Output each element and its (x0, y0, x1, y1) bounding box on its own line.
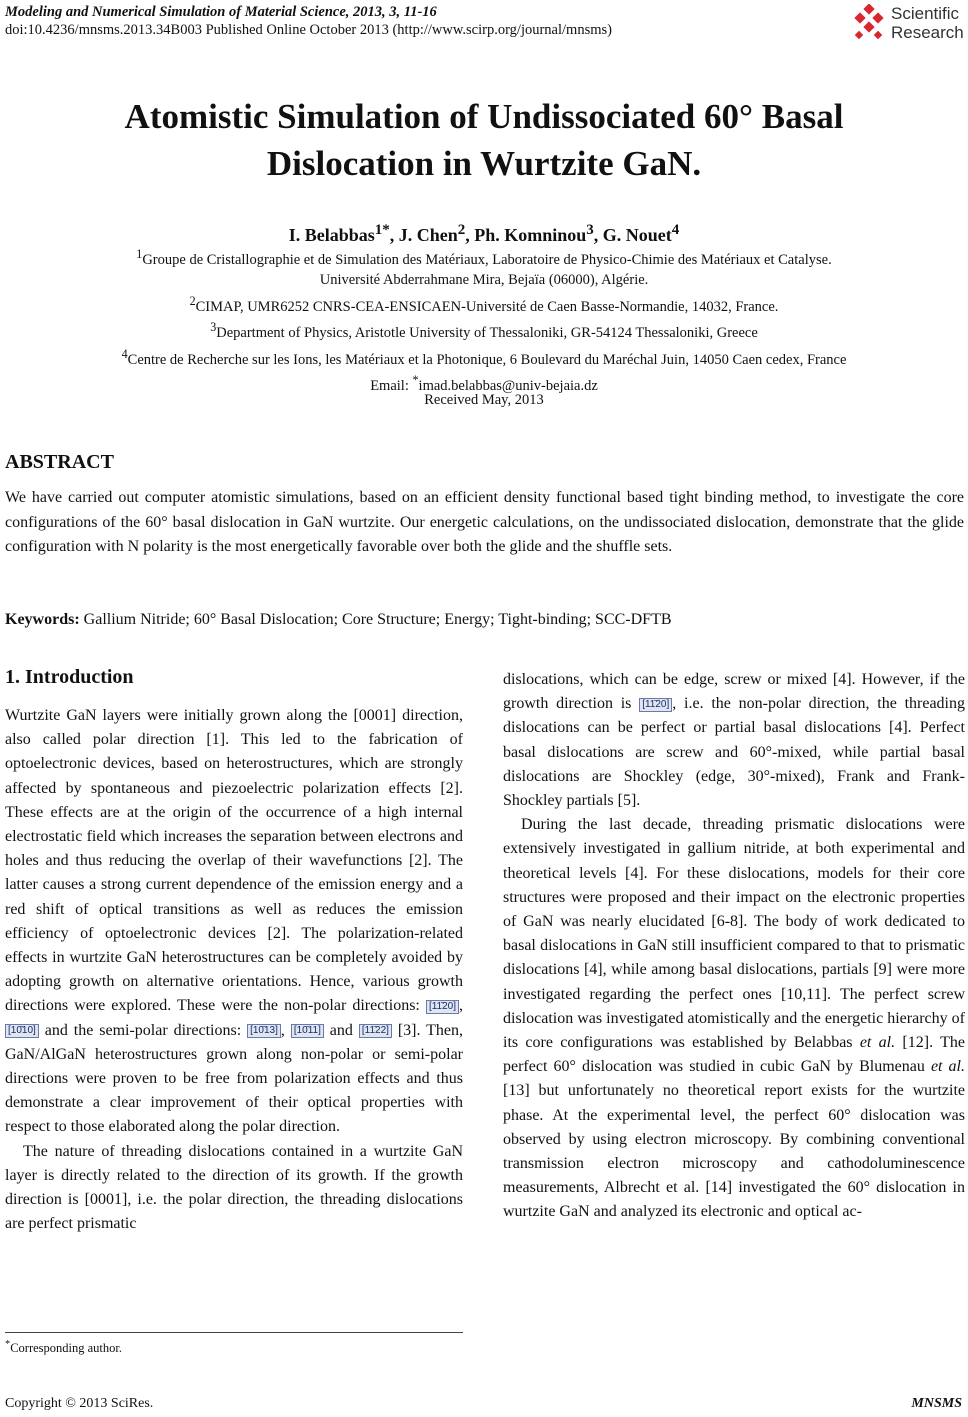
logo-line-scientific: Scientific (891, 4, 960, 23)
affiliation-4: $^4$Centre de Recherche sur les Ions, les Matériaux et la Photonique, 6 Boulevard du Maréchal Juin, 14050 Caen cedex, France (121, 346, 847, 368)
abstract-text: We have carried out computer atomistic simulations, based on an efficient density functional based tight binding method, to investigate the core configurations of the 60° basal dislocation in GaN wurtzite. Our energetic calculations, on the undissociated dislocation, demonstrate that the glide configuration with N polarity is the most energetically favorable over both the glide and the shuffle sets. (5, 489, 964, 555)
keywords-label: Keywords: (5, 611, 80, 628)
footer-copyright: Copyright © 2013 SciRes. (5, 1396, 154, 1411)
doi-line: doi:10.4236/mnsms.2013.34B003 Published Online October 2013 (http://www.scirp.org/journal/mnsms) (5, 22, 612, 38)
title-line-1: Atomistic Simulation of Undissociated 60° Basal (124, 97, 844, 136)
miller-index-image: [10̄11] (291, 1024, 324, 1038)
author-2-affil: 2 (457, 222, 466, 238)
contact-email: Email: *imad.belabbas@univ-bejaia.dz (370, 373, 598, 395)
author-3-affil: 3 (586, 222, 594, 238)
miller-index-image: [11̄20] (639, 698, 672, 712)
author-1: I. Belabbas (288, 225, 375, 245)
footer-journal-abbr: MNSMS (911, 1396, 962, 1411)
publisher-logo-icon (852, 4, 886, 44)
affiliation-1-cont: Université Abderrahmane Mira, Bejaïa (06000), Algérie. (319, 272, 649, 289)
email-address: imad.belabbas@univ-bejaia.dz (418, 378, 598, 395)
miller-index-image: [10̄10] (5, 1024, 39, 1038)
affiliation-1: $^1$Groupe de Cristallographie et de Simulation des Matériaux, Laboratoire de Physico-Chimie des Matériaux et Catalyse. (136, 247, 832, 268)
author-2: J. Chen (398, 225, 458, 245)
paragraph: The nature of threading dislocations contained in a wurtzite GaN layer is directly related to the direction of its growth. If the growth direction is [0001], i.e. the polar direction, the threading dislocations are perfect prismatic (5, 1142, 463, 1233)
author-3: Ph. Komninou (474, 225, 587, 245)
affiliation-2: $^2$CIMAP, UMR6252 CNRS-CEA-ENSICAEN-Université de Caen Basse-Normandie, 14032, France. (189, 294, 779, 315)
footnote-rule (5, 1332, 463, 1333)
paragraph: During the last decade, threading prismatic dislocations were extensively investigated in gallium nitride, at both experimental and theoretical levels [4]. For these dislocations, models for their core structures were proposed and their impact on the electronic properties of GaN was nearly elucidated [6-8]. The body of work dedicated to basal dislocations in GaN still insufficient compared to that to prismatic dislocations [4], while among basal dislocations, partials [9] were more investigated regarding the perfect ones [10,11]. The perfect screw dislocation was investigated atomistically and the energetic hierarchy of its core configurations was established by Belabbas et al. [12]. The perfect 60° dislocation was studied in cubic GaN by Blumenau et al. [13] but unfortunately no theoretical report exists for the wurtzite phase. At the experimental level, the perfect 60° dislocation was observed by using electron microscopy. By combining conventional transmission electron microscopy and cathodoluminescence measurements, Albrecht et al. [14] investigated the 60° dislocation in wurtzite GaN and analyzed its electronic and optical ac- (503, 816, 966, 1221)
paragraph: Wurtzite GaN layers were initially grown along the [0001] direction, also called polar direction [1]. This led to the fabrication of optoelectronic devices, based on heterostructures, which are strongly affected by spontaneous and piezoelectric polarization effects [2]. These effects are at the origin of the occurrence of a high internal electrostatic field which increases the separation between electrons and holes and thus reducing the overlap of their wavefunctions [2]. The latter causes a strong current dependence of the emission energy and a red shift of optical transitions as well as reduces the emission efficiency of optoelectronic devices [2]. The polarization-related effects in wurtzite GaN heterostructures can be completely avoided by adopting growth on alternative orientations. Hence, various growth directions were explored. These were the non-polar directions: [11̄20] , [10̄10] and the semi-polar directions: [10̄13] , [10̄11] and [11̄22] [3]. Then, GaN/AlGaN heterostructures grown along non-polar or semi-polar directions were proven to be free from polarization effects and thus demonstrate a clear improvement of their optical properties with respect to those elaborated along the polar direction. (5, 707, 464, 1136)
author-1-affil: 1* (374, 222, 390, 238)
footnote: *Corresponding author. (5, 1339, 122, 1356)
section-heading-introduction: 1. Introduction (5, 666, 134, 688)
journal-citation: Modeling and Numerical Simulation of Material Science, 2013, 3, 11-16 (5, 4, 437, 20)
keywords-text: Gallium Nitride; 60° Basal Dislocation; Core Structure; Energy; Tight-binding; SCC-DFTB (79, 611, 672, 628)
keywords (5, 608, 964, 632)
affiliation-3: $^3$Department of Physics, Aristotle University of Thessaloniki, GR-54124 Thessaloniki, Greece (210, 320, 758, 342)
miller-index-image: [10̄13] (247, 1024, 281, 1038)
title-line-2: Dislocation in Wurtzite GaN. (266, 144, 702, 183)
author-4: G. Nouet (602, 225, 672, 245)
publisher-logo (852, 4, 968, 44)
affiliations (0, 244, 968, 397)
body-column-left (5, 704, 463, 1236)
body-column-right (503, 668, 965, 1225)
paper-title (0, 93, 968, 187)
received-date: Received May, 2013 (424, 392, 544, 408)
publisher-logo-text (891, 4, 964, 42)
miller-index-image: [11̄22] (359, 1024, 392, 1038)
logo-line-research: Research (891, 23, 964, 42)
author-list: I. Belabbas$^{1*}$, J. Chen$^2$, Ph. Komninou$^3$, G. Nouet$^4$ (288, 222, 680, 245)
author-4-affil: 4 (671, 222, 680, 238)
paragraph: dislocations, which can be edge, screw or mixed [4]. However, if the growth direction is [11̄20] , i.e. the non-polar direction, the threading dislocations can be perfect or partial basal dislocations [4]. Perfect basal dislocations are screw and 60°-mixed, while partial basal dislocations are Shockley (edge, 30°-mixed), Frank and Frank-Shockley partials [5]. (503, 671, 965, 810)
abstract-heading: ABSTRACT (5, 451, 114, 473)
miller-index-image: [11̄20] (426, 1000, 459, 1014)
